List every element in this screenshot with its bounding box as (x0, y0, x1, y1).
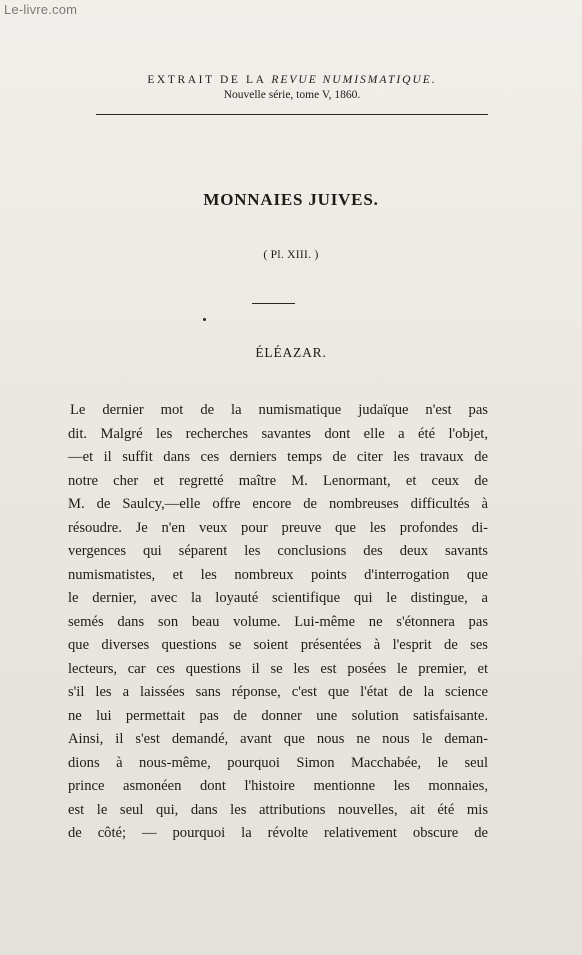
section-divider (252, 303, 295, 304)
header-line-1 (96, 74, 488, 86)
body-text (68, 399, 488, 846)
body-line: numismatistes, et les nombreux points d'interrogation que (68, 566, 488, 583)
body-line: lecteurs, car ces questions il se les est posées le premier, et (68, 660, 488, 677)
body-line: semés dans son beau volume. Lui-même ne s'étonnera pas (68, 613, 488, 630)
body-line: ne lui permettait pas de donner une solution satisfaisante. (68, 707, 488, 724)
body-line: de côté; — pourquoi la révolte relativement obscure de (68, 825, 488, 841)
body-line: s'il les a laissées sans réponse, c'est que l'état de la science (68, 684, 488, 700)
body-line: dit. Malgré les recherches savantes dont elle a été l'objet, (68, 425, 488, 442)
body-line: le dernier, avec la loyauté scientifique qui le distingue, a (68, 590, 488, 606)
body-line: est le seul qui, dans les attributions nouvelles, ait été mis (68, 801, 488, 818)
running-header (96, 74, 488, 101)
body-line: M. de Saulcy,—elle offre encore de nombreuses difficultés à (68, 496, 488, 512)
body-line: prince asmonéen dont l'histoire mentionne les monnaies, (68, 778, 488, 794)
watermark: Le-livre.com (4, 2, 78, 17)
body-line: que diverses questions se soient présentées à l'esprit de ses (68, 637, 488, 653)
ink-dot (203, 318, 206, 321)
article-title: MONNAIES JUIVES. (203, 190, 379, 209)
section-heading: ÉLÉAZAR. (255, 345, 327, 360)
body-line: vergences qui séparent les conclusions des deux savants (68, 543, 488, 559)
journal-name: REVUE NUMISMATIQUE. (271, 74, 437, 86)
plate-reference: ( Pl. XIII. ) (263, 249, 319, 261)
body-line: résoudre. Je n'en veux pour preuve que les profondes di- (68, 519, 488, 536)
header-series: Nouvelle série, tome V, 1860. (223, 89, 361, 101)
body-line: —et il suffit dans ces derniers temps de citer les travaux de (68, 449, 488, 465)
body-line: dions à nous-même, pourquoi Simon Macchabée, le seul (68, 754, 488, 771)
header-prefix: EXTRAIT DE LA (147, 74, 266, 86)
header-rule (96, 114, 488, 115)
body-line: Ainsi, il s'est demandé, avant que nous ne nous le deman- (68, 731, 488, 747)
body-line: Le dernier mot de la numismatique judaïque n'est pas (70, 402, 488, 418)
body-line: notre cher et regretté maître M. Lenormant, et ceux de (68, 472, 488, 489)
